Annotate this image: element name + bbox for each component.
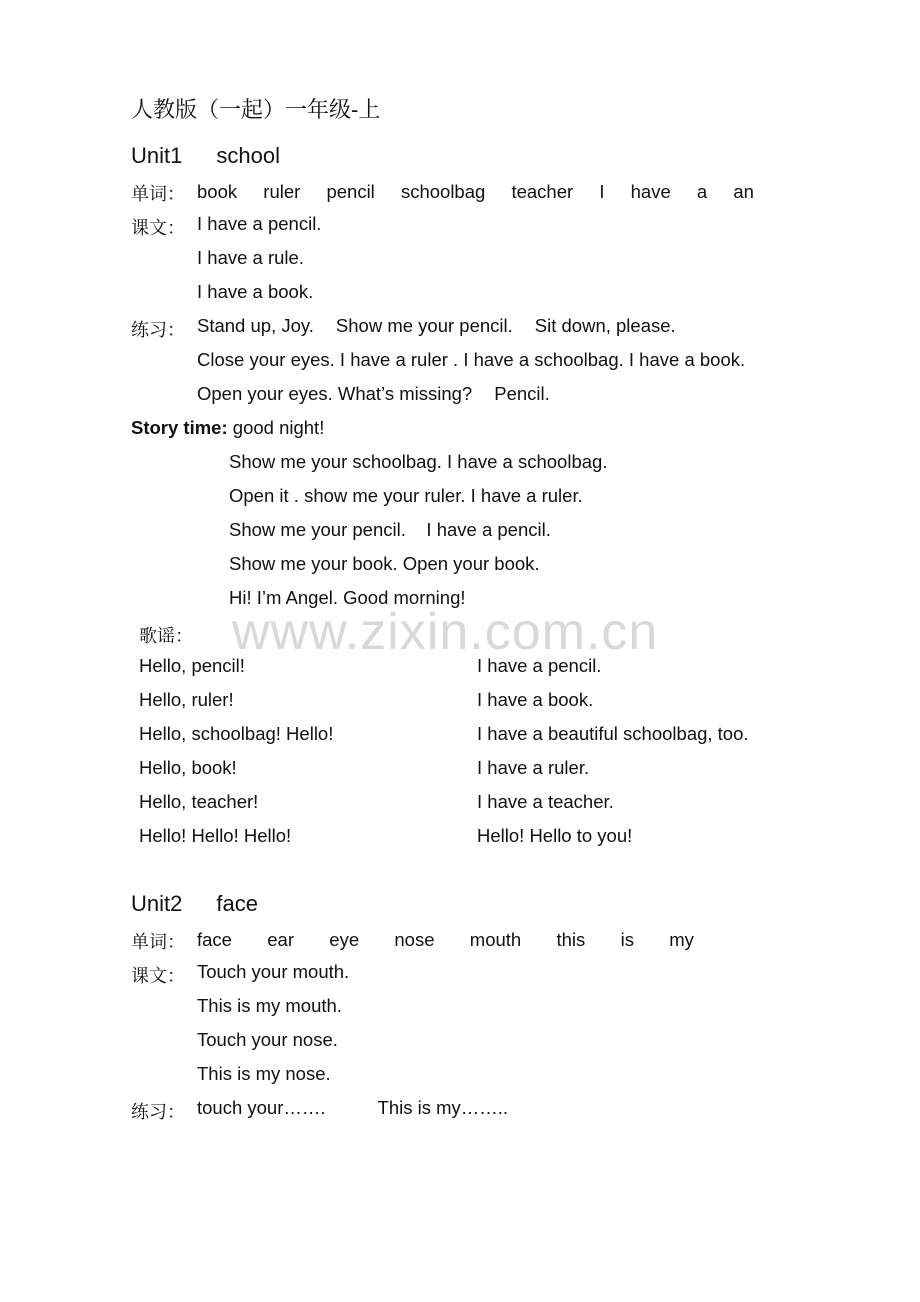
word: eye — [329, 929, 360, 950]
story-title: good night! — [232, 417, 325, 438]
word: a — [696, 181, 708, 202]
story-line: Show me your pencil. I have a pencil. — [229, 519, 551, 540]
unit2-text-line: Touch your nose. — [197, 1029, 338, 1050]
word: my — [669, 929, 694, 950]
unit2-name: face — [216, 891, 258, 916]
document-title: 人教版（一起）一年级-上 — [131, 98, 381, 123]
unit1-practice-line — [197, 385, 550, 404]
practice-phrase: Stand up, Joy. — [197, 315, 314, 336]
unit1-text-label: 课文： — [131, 218, 185, 239]
word: mouth — [469, 929, 522, 950]
unit2-label: Unit2 — [131, 891, 183, 916]
word: ruler — [263, 181, 301, 202]
word: face — [197, 929, 232, 950]
word: is — [620, 929, 634, 950]
word: an — [733, 181, 754, 202]
rhyme-left-line: Hello, schoolbag! Hello! — [139, 723, 334, 744]
word: nose — [394, 929, 435, 950]
word: teacher — [511, 181, 574, 202]
practice-phrase: Show me your pencil. — [335, 315, 513, 336]
practice-phrase: Open your eyes. What’s missing? — [197, 383, 473, 404]
unit1-name: school — [216, 143, 280, 168]
word: have — [630, 181, 671, 202]
rhyme-right-line: Hello! Hello to you! — [477, 825, 633, 846]
rhyme-left-line: Hello, pencil! — [139, 655, 245, 676]
unit2-practice-line — [197, 1099, 508, 1118]
unit1-text-line: I have a pencil. — [197, 213, 322, 234]
unit1-practice-line — [197, 317, 676, 336]
word: I — [599, 181, 605, 202]
rhyme-right-line: I have a book. — [477, 689, 594, 710]
practice-phrase: This is my…….. — [377, 1097, 509, 1118]
word: pencil — [326, 181, 375, 202]
rhyme-left-line: Hello, ruler! — [139, 689, 234, 710]
unit1-text-line: I have a book. — [197, 281, 314, 302]
watermark: www.zixin.com.cn — [232, 603, 659, 661]
story-label: Story time: — [131, 417, 228, 438]
word: this — [556, 929, 586, 950]
unit1-practice-label: 练习： — [131, 320, 185, 341]
practice-phrase: Close your eyes. I have a ruler . I have a schoolbag. I have a book. — [197, 349, 746, 370]
unit2-text-line: This is my mouth. — [197, 995, 342, 1016]
unit1-text-line: I have a rule. — [197, 247, 304, 268]
rhyme-right-line: I have a ruler. — [477, 757, 590, 778]
practice-phrase: Sit down, please. — [534, 315, 676, 336]
rhyme-left-line: Hello, teacher! — [139, 791, 259, 812]
story-line: Open it . show me your ruler. I have a ruler. — [229, 485, 583, 506]
story-line: Hi! I’m Angel. Good morning! — [229, 587, 466, 608]
rhyme-label: 歌谣： — [139, 626, 193, 647]
unit2-heading — [131, 893, 258, 915]
unit1-words-label: 单词： — [131, 184, 185, 205]
unit2-word-list — [197, 929, 694, 951]
unit2-text-line: This is my nose. — [197, 1063, 331, 1084]
rhyme-left-line: Hello, book! — [139, 757, 237, 778]
rhyme-right-line: I have a beautiful schoolbag, too. — [477, 723, 749, 744]
rhyme-left-line: Hello! Hello! Hello! — [139, 825, 292, 846]
story-line: Show me your book. Open your book. — [229, 553, 540, 574]
unit1-heading — [131, 145, 280, 167]
unit2-text-line: Touch your mouth. — [197, 961, 350, 982]
practice-phrase: Pencil. — [494, 383, 550, 404]
word: schoolbag — [400, 181, 486, 202]
story-line: Show me your schoolbag. I have a schoolbag. — [229, 451, 608, 472]
word: book — [197, 181, 238, 202]
unit1-word-list — [197, 181, 754, 203]
unit1-label: Unit1 — [131, 143, 183, 168]
unit2-text-label: 课文： — [131, 966, 185, 987]
story-heading — [131, 419, 324, 438]
unit2-words-label: 单词： — [131, 932, 185, 953]
unit2-practice-label: 练习： — [131, 1102, 185, 1123]
word: ear — [267, 929, 294, 950]
rhyme-right-line: I have a pencil. — [477, 655, 602, 676]
rhyme-right-line: I have a teacher. — [477, 791, 614, 812]
unit1-practice-line — [197, 351, 745, 370]
practice-phrase: touch your……. — [197, 1097, 326, 1118]
